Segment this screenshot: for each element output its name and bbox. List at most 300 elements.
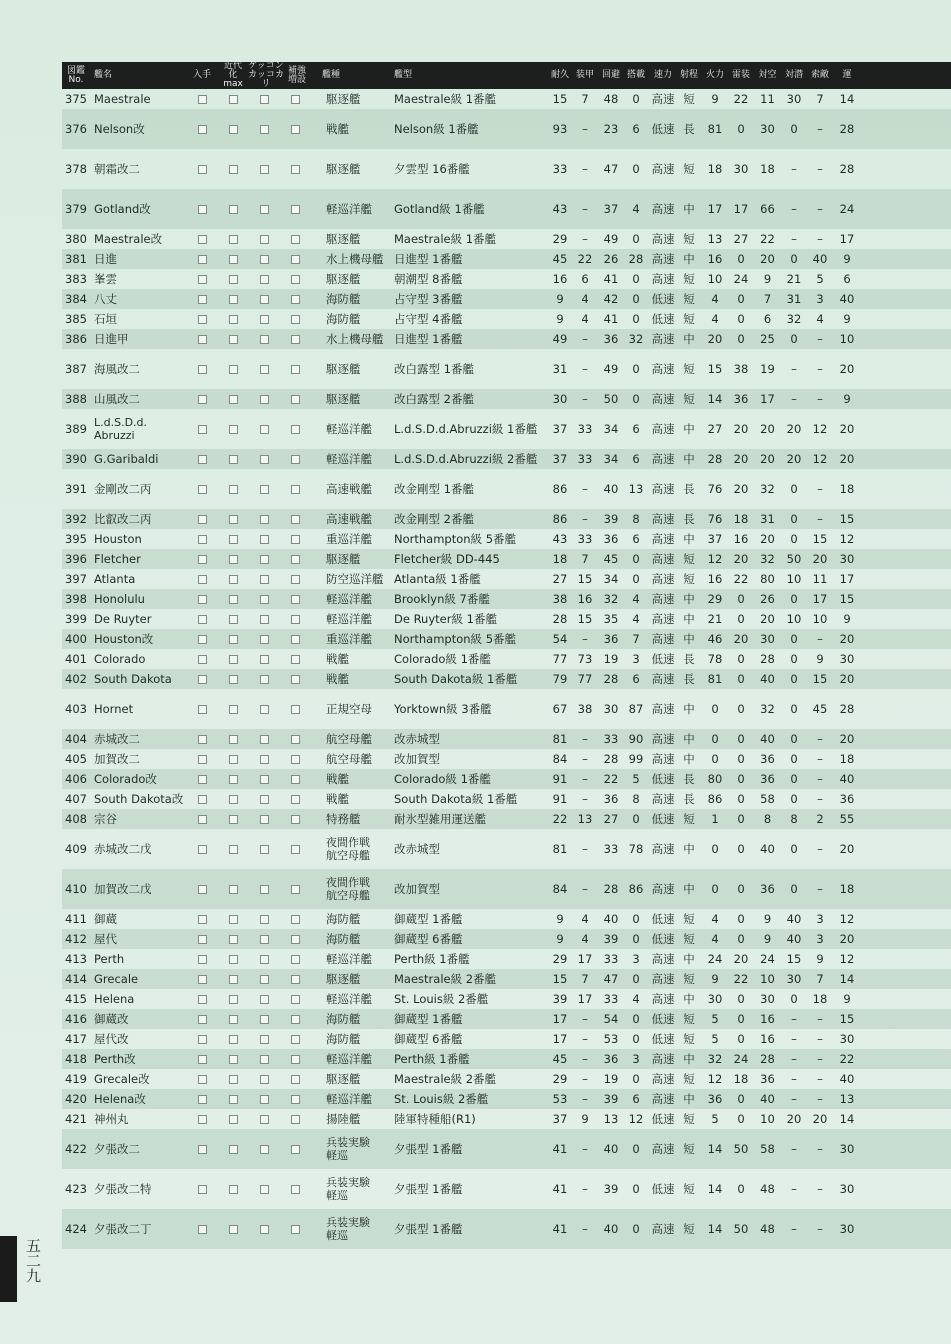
obtained-checkbox[interactable]: [198, 275, 207, 284]
married-checkbox[interactable]: [260, 615, 269, 624]
table-row: [62, 1109, 951, 1129]
stat-value: 0: [790, 252, 798, 266]
married-checkbox[interactable]: [260, 125, 269, 134]
checkbox-cell: [258, 669, 270, 689]
obtained-checkbox[interactable]: [198, 535, 207, 544]
obtained-checkbox[interactable]: [198, 915, 207, 924]
stat-value: 40: [839, 772, 855, 786]
expansion-checkbox[interactable]: [291, 975, 300, 984]
stat-value: 9: [711, 972, 719, 986]
table-row: [62, 229, 951, 249]
stat-value: 4: [632, 612, 640, 626]
checkbox-cell: [227, 469, 239, 509]
obtained-checkbox[interactable]: [198, 395, 207, 404]
stat-value: 91: [552, 772, 568, 786]
obtained-checkbox[interactable]: [198, 205, 207, 214]
obtained-checkbox[interactable]: [198, 705, 207, 714]
stat-value: 40: [812, 252, 828, 266]
expansion-checkbox[interactable]: [291, 935, 300, 944]
stat-value: 40: [760, 732, 775, 746]
obtained-checkbox[interactable]: [198, 735, 207, 744]
stat-value: 短: [683, 972, 695, 986]
obtained-checkbox[interactable]: [198, 1095, 207, 1104]
stat-value: 28: [603, 752, 619, 766]
modernized-checkbox[interactable]: [229, 455, 238, 464]
expansion-checkbox[interactable]: [291, 955, 300, 964]
table-row: [62, 529, 951, 549]
checkbox-cell: [258, 1089, 270, 1109]
modernized-checkbox[interactable]: [229, 935, 238, 944]
expansion-checkbox[interactable]: [291, 205, 300, 214]
expansion-checkbox[interactable]: [291, 615, 300, 624]
obtained-checkbox[interactable]: [198, 615, 207, 624]
stat-value: 43: [552, 532, 568, 546]
married-checkbox[interactable]: [260, 165, 269, 174]
stat-value: 0: [632, 232, 640, 246]
obtained-checkbox[interactable]: [198, 125, 207, 134]
modernized-checkbox[interactable]: [229, 815, 238, 824]
expansion-checkbox[interactable]: [291, 1075, 300, 1084]
table-row: [62, 829, 951, 869]
checkbox-cell: [258, 729, 270, 749]
expansion-checkbox[interactable]: [291, 915, 300, 924]
married-checkbox[interactable]: [260, 975, 269, 984]
stat-value: 短: [683, 292, 695, 306]
expansion-checkbox[interactable]: [291, 1035, 300, 1044]
married-checkbox[interactable]: [260, 255, 269, 264]
married-checkbox[interactable]: [260, 315, 269, 324]
stat-value: 81: [552, 842, 568, 856]
married-checkbox[interactable]: [260, 95, 269, 104]
checkbox-cell: [227, 509, 239, 529]
expansion-checkbox[interactable]: [291, 365, 300, 374]
modernized-checkbox[interactable]: [229, 1035, 238, 1044]
modernized-checkbox[interactable]: [229, 885, 238, 894]
stat-value: 32: [760, 702, 775, 716]
obtained-checkbox[interactable]: [198, 1015, 207, 1024]
married-checkbox[interactable]: [260, 795, 269, 804]
obtained-checkbox[interactable]: [198, 165, 207, 174]
stat-value: 22: [603, 772, 619, 786]
married-checkbox[interactable]: [260, 1225, 269, 1234]
stat-value: 0: [737, 1032, 745, 1046]
stat-value: 48: [760, 1222, 775, 1236]
stat-value: 9: [763, 912, 772, 926]
modernized-checkbox[interactable]: [229, 595, 238, 604]
modernized-checkbox[interactable]: [229, 485, 238, 494]
expansion-checkbox[interactable]: [291, 125, 300, 134]
stat-value: 76: [707, 482, 723, 496]
stat-value: 長: [683, 122, 695, 136]
ship-class: 改白露型 2番艦: [394, 392, 474, 406]
married-checkbox[interactable]: [260, 955, 269, 964]
married-checkbox[interactable]: [260, 1145, 269, 1154]
expansion-checkbox[interactable]: [291, 735, 300, 744]
expansion-checkbox[interactable]: [291, 635, 300, 644]
married-checkbox[interactable]: [260, 275, 269, 284]
modernized-checkbox[interactable]: [229, 1075, 238, 1084]
stat-value: 高速: [651, 452, 675, 466]
obtained-checkbox[interactable]: [198, 655, 207, 664]
checkbox-cell: [289, 1169, 301, 1209]
married-checkbox[interactable]: [260, 915, 269, 924]
ship-name: 赤城改二: [94, 732, 140, 746]
expansion-checkbox[interactable]: [291, 335, 300, 344]
obtained-checkbox[interactable]: [198, 515, 207, 524]
column-header: 射程: [679, 70, 698, 80]
ship-class: 改赤城型: [394, 732, 440, 746]
modernized-checkbox[interactable]: [229, 955, 238, 964]
stat-value: 4: [632, 992, 640, 1006]
checkbox-cell: [196, 349, 208, 389]
married-checkbox[interactable]: [260, 845, 269, 854]
ship-class: Northampton級 5番艦: [394, 532, 517, 546]
stat-value: –: [817, 162, 823, 176]
expansion-checkbox[interactable]: [291, 575, 300, 584]
modernized-checkbox[interactable]: [229, 795, 238, 804]
obtained-checkbox[interactable]: [198, 455, 207, 464]
obtained-checkbox[interactable]: [198, 885, 207, 894]
modernized-checkbox[interactable]: [229, 915, 238, 924]
expansion-checkbox[interactable]: [291, 315, 300, 324]
obtained-checkbox[interactable]: [198, 255, 207, 264]
married-checkbox[interactable]: [260, 555, 269, 564]
stat-value: 中: [683, 952, 695, 966]
expansion-checkbox[interactable]: [291, 1225, 300, 1234]
modernized-checkbox[interactable]: [229, 705, 238, 714]
stat-value: 30: [733, 162, 749, 176]
obtained-checkbox[interactable]: [198, 315, 207, 324]
obtained-checkbox[interactable]: [198, 975, 207, 984]
married-checkbox[interactable]: [260, 205, 269, 214]
obtained-checkbox[interactable]: [198, 755, 207, 764]
obtained-checkbox[interactable]: [198, 1185, 207, 1194]
expansion-checkbox[interactable]: [291, 255, 300, 264]
modernized-checkbox[interactable]: [229, 315, 238, 324]
stat-value: 短: [683, 162, 695, 176]
obtained-checkbox[interactable]: [198, 1035, 207, 1044]
column-header: 図鑑 No.: [66, 65, 85, 85]
stat-value: 33: [577, 452, 593, 466]
married-checkbox[interactable]: [260, 655, 269, 664]
married-checkbox[interactable]: [260, 675, 269, 684]
obtained-checkbox[interactable]: [198, 795, 207, 804]
expansion-checkbox[interactable]: [291, 165, 300, 174]
married-checkbox[interactable]: [260, 365, 269, 374]
expansion-checkbox[interactable]: [291, 1015, 300, 1024]
checkbox-cell: [196, 609, 208, 629]
modernized-checkbox[interactable]: [229, 235, 238, 244]
modernized-checkbox[interactable]: [229, 515, 238, 524]
checkbox-cell: [196, 689, 208, 729]
obtained-checkbox[interactable]: [198, 365, 207, 374]
ship-number: 398: [65, 592, 87, 606]
stat-value: 高速: [651, 792, 675, 806]
married-checkbox[interactable]: [260, 775, 269, 784]
ship-number: 385: [65, 312, 87, 326]
married-checkbox[interactable]: [260, 485, 269, 494]
obtained-checkbox[interactable]: [198, 845, 207, 854]
married-checkbox[interactable]: [260, 595, 269, 604]
ship-number: 387: [65, 362, 87, 376]
stat-value: 13: [628, 482, 644, 496]
expansion-checkbox[interactable]: [291, 845, 300, 854]
stat-value: 0: [737, 1112, 745, 1126]
expansion-checkbox[interactable]: [291, 235, 300, 244]
ship-type: 戦艦: [326, 772, 349, 786]
stat-value: –: [817, 752, 823, 766]
obtained-checkbox[interactable]: [198, 235, 207, 244]
stat-value: 41: [552, 1182, 568, 1196]
ship-number: 386: [65, 332, 87, 346]
ship-number: 415: [65, 992, 87, 1006]
checkbox-cell: [196, 149, 208, 189]
modernized-checkbox[interactable]: [229, 575, 238, 584]
expansion-checkbox[interactable]: [291, 705, 300, 714]
stat-value: 77: [577, 672, 593, 686]
married-checkbox[interactable]: [260, 705, 269, 714]
stat-value: 0: [711, 882, 719, 896]
expansion-checkbox[interactable]: [291, 1095, 300, 1104]
married-checkbox[interactable]: [260, 395, 269, 404]
ship-class: Maestrale級 1番艦: [394, 92, 497, 106]
obtained-checkbox[interactable]: [198, 485, 207, 494]
stat-value: –: [791, 162, 797, 176]
stat-value: 長: [683, 792, 695, 806]
expansion-checkbox[interactable]: [291, 1185, 300, 1194]
obtained-checkbox[interactable]: [198, 1225, 207, 1234]
stat-value: 低速: [651, 932, 675, 946]
modernized-checkbox[interactable]: [229, 275, 238, 284]
stat-value: 39: [603, 512, 619, 526]
expansion-checkbox[interactable]: [291, 555, 300, 564]
married-checkbox[interactable]: [260, 335, 269, 344]
modernized-checkbox[interactable]: [229, 205, 238, 214]
married-checkbox[interactable]: [260, 575, 269, 584]
modernized-checkbox[interactable]: [229, 535, 238, 544]
married-checkbox[interactable]: [260, 1115, 269, 1124]
obtained-checkbox[interactable]: [198, 295, 207, 304]
checkbox-cell: [258, 349, 270, 389]
stat-value: –: [582, 1182, 588, 1196]
married-checkbox[interactable]: [260, 1055, 269, 1064]
obtained-checkbox[interactable]: [198, 335, 207, 344]
stat-value: 1: [711, 812, 719, 826]
obtained-checkbox[interactable]: [198, 995, 207, 1004]
checkbox-cell: [258, 1009, 270, 1029]
obtained-checkbox[interactable]: [198, 935, 207, 944]
modernized-checkbox[interactable]: [229, 1145, 238, 1154]
modernized-checkbox[interactable]: [229, 615, 238, 624]
married-checkbox[interactable]: [260, 515, 269, 524]
modernized-checkbox[interactable]: [229, 95, 238, 104]
stat-value: 32: [603, 592, 619, 606]
stat-value: 18: [839, 752, 855, 766]
expansion-checkbox[interactable]: [291, 595, 300, 604]
modernized-checkbox[interactable]: [229, 425, 238, 434]
married-checkbox[interactable]: [260, 735, 269, 744]
modernized-checkbox[interactable]: [229, 755, 238, 764]
checkbox-cell: [258, 829, 270, 869]
checkbox-cell: [227, 269, 239, 289]
modernized-checkbox[interactable]: [229, 1055, 238, 1064]
ship-class: St. Louis級 2番艦: [394, 1092, 489, 1106]
modernized-checkbox[interactable]: [229, 165, 238, 174]
stat-value: 33: [603, 732, 619, 746]
stat-value: 4: [632, 592, 640, 606]
married-checkbox[interactable]: [260, 935, 269, 944]
ship-name: Colorado改: [94, 772, 157, 786]
ship-type: 戦艦: [326, 672, 349, 686]
married-checkbox[interactable]: [260, 1095, 269, 1104]
stat-value: 36: [603, 332, 619, 346]
expansion-checkbox[interactable]: [291, 675, 300, 684]
modernized-checkbox[interactable]: [229, 255, 238, 264]
checkbox-cell: [289, 289, 301, 309]
column-header: 火力: [705, 70, 724, 80]
obtained-checkbox[interactable]: [198, 775, 207, 784]
stat-value: 17: [577, 952, 593, 966]
obtained-checkbox[interactable]: [198, 595, 207, 604]
table-row: [62, 649, 951, 669]
married-checkbox[interactable]: [260, 635, 269, 644]
expansion-checkbox[interactable]: [291, 1115, 300, 1124]
modernized-checkbox[interactable]: [229, 1185, 238, 1194]
expansion-checkbox[interactable]: [291, 95, 300, 104]
expansion-checkbox[interactable]: [291, 775, 300, 784]
stat-value: 中: [683, 752, 695, 766]
expansion-checkbox[interactable]: [291, 485, 300, 494]
expansion-checkbox[interactable]: [291, 395, 300, 404]
ship-name: 石垣: [94, 312, 117, 326]
stat-value: 20: [760, 252, 775, 266]
married-checkbox[interactable]: [260, 755, 269, 764]
obtained-checkbox[interactable]: [198, 955, 207, 964]
modernized-checkbox[interactable]: [229, 555, 238, 564]
checkbox-cell: [196, 1029, 208, 1049]
modernized-checkbox[interactable]: [229, 365, 238, 374]
married-checkbox[interactable]: [260, 425, 269, 434]
married-checkbox[interactable]: [260, 295, 269, 304]
modernized-checkbox[interactable]: [229, 975, 238, 984]
expansion-checkbox[interactable]: [291, 535, 300, 544]
checkbox-cell: [258, 929, 270, 949]
modernized-checkbox[interactable]: [229, 995, 238, 1004]
stat-value: 0: [790, 772, 798, 786]
checkbox-cell: [196, 389, 208, 409]
ship-type: 高速戦艦: [326, 512, 372, 526]
modernized-checkbox[interactable]: [229, 335, 238, 344]
modernized-checkbox[interactable]: [229, 1115, 238, 1124]
obtained-checkbox[interactable]: [198, 675, 207, 684]
stat-value: –: [582, 632, 588, 646]
obtained-checkbox[interactable]: [198, 575, 207, 584]
stat-value: 低速: [651, 812, 675, 826]
obtained-checkbox[interactable]: [198, 635, 207, 644]
expansion-checkbox[interactable]: [291, 425, 300, 434]
checkbox-cell: [227, 989, 239, 1009]
column-header: ケッコン カッコカリ: [248, 61, 284, 89]
modernized-checkbox[interactable]: [229, 1225, 238, 1234]
expansion-checkbox[interactable]: [291, 1055, 300, 1064]
expansion-checkbox[interactable]: [291, 995, 300, 1004]
expansion-checkbox[interactable]: [291, 455, 300, 464]
stat-value: 高速: [651, 482, 675, 496]
stat-value: –: [582, 482, 588, 496]
obtained-checkbox[interactable]: [198, 95, 207, 104]
modernized-checkbox[interactable]: [229, 735, 238, 744]
table-row: [62, 1069, 951, 1089]
modernized-checkbox[interactable]: [229, 1095, 238, 1104]
modernized-checkbox[interactable]: [229, 395, 238, 404]
ship-number: 379: [65, 202, 87, 216]
checkbox-cell: [258, 289, 270, 309]
expansion-checkbox[interactable]: [291, 795, 300, 804]
obtained-checkbox[interactable]: [198, 1115, 207, 1124]
checkbox-cell: [289, 1209, 301, 1249]
stat-value: 高速: [651, 952, 675, 966]
married-checkbox[interactable]: [260, 995, 269, 1004]
expansion-checkbox[interactable]: [291, 755, 300, 764]
stat-value: 低速: [651, 1012, 675, 1026]
expansion-checkbox[interactable]: [291, 885, 300, 894]
modernized-checkbox[interactable]: [229, 775, 238, 784]
modernized-checkbox[interactable]: [229, 1015, 238, 1024]
ship-type: 夜間作戦 航空母艦: [326, 876, 370, 902]
married-checkbox[interactable]: [260, 815, 269, 824]
stat-value: 4: [632, 202, 640, 216]
married-checkbox[interactable]: [260, 1015, 269, 1024]
expansion-checkbox[interactable]: [291, 515, 300, 524]
stat-value: 29: [552, 232, 568, 246]
obtained-checkbox[interactable]: [198, 1145, 207, 1154]
expansion-checkbox[interactable]: [291, 295, 300, 304]
obtained-checkbox[interactable]: [198, 1075, 207, 1084]
married-checkbox[interactable]: [260, 1035, 269, 1044]
ship-number: 420: [65, 1092, 87, 1106]
stat-value: 0: [790, 732, 798, 746]
expansion-checkbox[interactable]: [291, 275, 300, 284]
modernized-checkbox[interactable]: [229, 125, 238, 134]
obtained-checkbox[interactable]: [198, 815, 207, 824]
stat-value: 40: [603, 482, 619, 496]
stat-value: 99: [628, 752, 644, 766]
expansion-checkbox[interactable]: [291, 655, 300, 664]
modernized-checkbox[interactable]: [229, 635, 238, 644]
ship-number: 422: [65, 1142, 87, 1156]
obtained-checkbox[interactable]: [198, 555, 207, 564]
modernized-checkbox[interactable]: [229, 845, 238, 854]
expansion-checkbox[interactable]: [291, 1145, 300, 1154]
married-checkbox[interactable]: [260, 885, 269, 894]
expansion-checkbox[interactable]: [291, 815, 300, 824]
stat-value: 13: [839, 1092, 855, 1106]
married-checkbox[interactable]: [260, 455, 269, 464]
obtained-checkbox[interactable]: [198, 425, 207, 434]
modernized-checkbox[interactable]: [229, 675, 238, 684]
modernized-checkbox[interactable]: [229, 295, 238, 304]
married-checkbox[interactable]: [260, 1075, 269, 1084]
obtained-checkbox[interactable]: [198, 1055, 207, 1064]
married-checkbox[interactable]: [260, 535, 269, 544]
married-checkbox[interactable]: [260, 235, 269, 244]
stat-value: 18: [839, 882, 855, 896]
married-checkbox[interactable]: [260, 1185, 269, 1194]
stat-value: 41: [603, 312, 619, 326]
stat-value: 9: [581, 1112, 589, 1126]
stat-value: 7: [763, 292, 772, 306]
modernized-checkbox[interactable]: [229, 655, 238, 664]
